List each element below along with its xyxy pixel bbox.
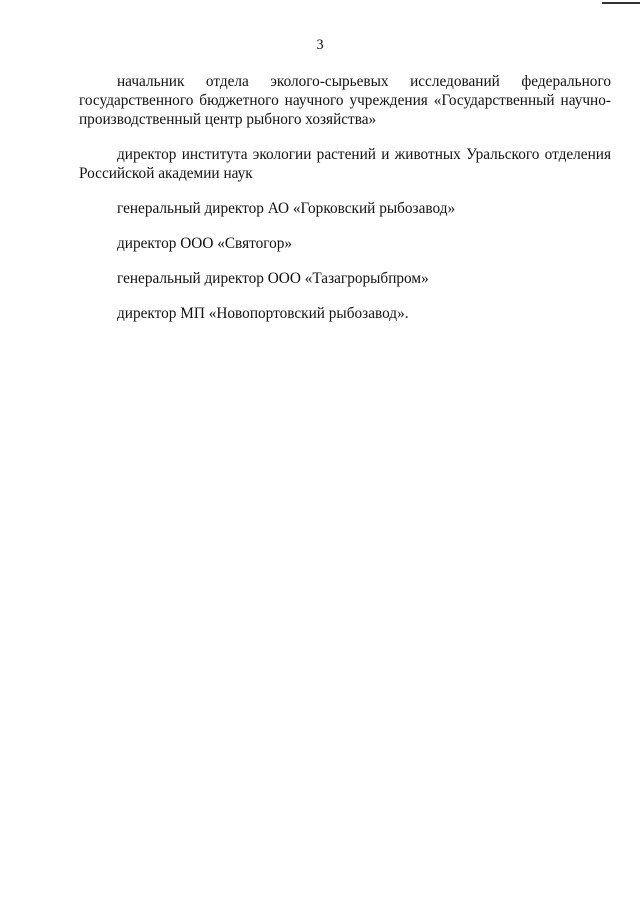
corner-mark (602, 2, 640, 4)
document-body (79, 72, 611, 339)
paragraph-tazagrorybprom: генеральный директор ООО «Тазагрорыбпром» (117, 270, 429, 287)
paragraph-institut-ekologii: директор института экологии растений и животных Уральского отделения Российской академии наук (79, 146, 611, 182)
paragraph-gorkovsky-rybozavod: генеральный директор АО «Горковский рыбозавод» (117, 200, 456, 217)
paragraph-svyatogor: директор ООО «Святогор» (117, 235, 293, 252)
paragraph-gos-nauchno-proizvodstvenny-tsentr: начальник отдела эколого-сырьевых исследований федерального государственного бюджетного научного учреждения «Государственный научно-производственный центр рыбного хозяйства» (79, 73, 611, 128)
paragraph-novoportovsky-rybozavod: директор МП «Новопортовский рыбозавод». (117, 305, 409, 322)
page-number: 3 (316, 37, 324, 53)
